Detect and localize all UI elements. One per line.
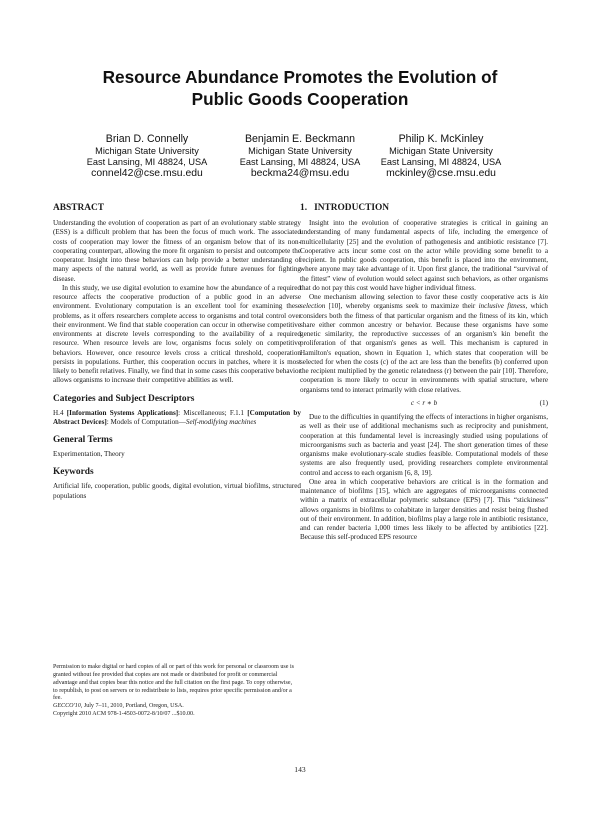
author-name: Brian D. Connelly	[105, 133, 189, 145]
author-email: beckma24@msu.edu	[250, 168, 350, 179]
abstract-paragraph-1: Understanding the evolution of cooperation as part of an evolutionary stable strategy (ESS) is a difficult problem that has been the focus of much work. The associated costs of cooperation may lower the fitness of an organism below that of its non-cooperating counterpart, allowing the more fit organism to persist and outcompete the cooperator. Insight into these behaviors can help provide a better understanding of many aspects of the natural world, as well as provide future avenues for fighting disease.	[53, 219, 301, 283]
venue-details: July 7–11, 2010, Portland, Oregon, USA.	[82, 703, 184, 710]
author-2	[225, 133, 375, 180]
equation-expression: c < r ∗ b	[410, 398, 438, 407]
author-location: East Lansing, MI 48824, USA	[239, 157, 361, 167]
keywords-text: Artificial life, cooperation, public goods, digital evolution, virtual biofilms, structured populations	[53, 482, 301, 500]
title-line-2: Public Goods Cooperation	[191, 89, 409, 109]
category-name: [Computation by Abstract Devices]	[53, 408, 301, 426]
equation-1	[300, 399, 548, 408]
author-3	[366, 133, 516, 180]
intro-paragraph-2	[300, 293, 548, 395]
category-name: [Information Systems Applications]	[66, 408, 179, 417]
equation-number: (1)	[539, 398, 548, 407]
author-affiliation: Michigan State University	[389, 146, 493, 156]
venue-name: GECCO'10,	[53, 703, 83, 710]
author-location: East Lansing, MI 48824, USA	[86, 157, 208, 167]
abstract-heading: ABSTRACT	[53, 203, 105, 213]
text-run: One mechanism allowing selection to favor these costly cooperative acts is	[309, 293, 540, 301]
intro-paragraph-3: Due to the difficulties in quantifying the effects of interactions in higher organisms, as well as their use of additional mechanisms such as reciprocity and punishment, cooperation at this fundamental level is increasingly studied using populations of microorganisms such as bacteria and yeast [24]. The short generation times of these organisms make evolutionary-scale studies feasible. Computational models of these systems are also frequently used, providing researchers complete environmental control and access to each organism [6, 8, 19].	[300, 413, 548, 477]
author-location: East Lansing, MI 48824, USA	[380, 157, 502, 167]
author-affiliation: Michigan State University	[248, 146, 352, 156]
introduction-heading: 1. INTRODUCTION	[300, 203, 390, 213]
term-kin-selection: kin selection	[300, 293, 548, 311]
permission-text: Permission to make digital or hard copies of all or part of this work for personal or classroom use is granted without fee provided that copies are not made or distributed for profit or commercial advantage and that copies bear this notice and the full citation on the first page. To copy otherwise, to republish, to post on servers or to redistribute to lists, requires prior specific permission and/or a fee.	[53, 664, 294, 702]
text-run: [10], whereby organisms seek to maximize their	[325, 302, 479, 311]
copyright-line: Copyright 2010 ACM 978-1-4503-0072-8/10/07 ...$10.00.	[53, 711, 195, 718]
category-rest: : Miscellaneous;	[178, 408, 230, 417]
abstract-paragraph-2: In this study, we use digital evolution to examine how the abundance of a required resource affects the cooperative production of a public good in an adverse environment. Evolutionary computation is an excellent tool for examining these problems, as it offers researchers complete access to organisms and total control over their environment. We find that stable cooperation can occur in otherwise competitive environments at discrete levels corresponding to the availability of a required resource. When resource levels are low, organisms focus solely on competitive behaviors. However, once resource levels cross a critical threshold, cooperation persists in populations. Further, this cooperation occurs in patches, where it is most likely to benefit relatives. Finally, we find that in some cases this cooperative behavior allows organisms to increase their competitive abilities as well.	[53, 283, 301, 385]
author-name: Benjamin E. Beckmann	[244, 133, 356, 145]
general-terms-heading: General Terms	[53, 435, 113, 445]
category-code: F.1.1	[229, 408, 248, 417]
categories-text	[53, 409, 301, 428]
categories-heading: Categories and Subject Descriptors	[53, 393, 195, 404]
intro-paragraph-1: Insight into the evolution of cooperative strategies is critical in gaining an understanding of many fundamental aspects of life, including the emergence of multicellularity [25] and the evolution of pathogenesis and antibiotic resistance [7]. Cooperative acts incur some cost on the actor while providing some benefit to a recipient. In public goods cooperation, this benefit is placed into the environment, where anyone may take advantage of it. Upon first glance, the traditional “survival of the fittest” view of evolution would select against such behaviors, as other organisms that do not pay this cost would have higher individual fitness.	[300, 219, 548, 292]
keywords-heading: Keywords	[53, 467, 94, 478]
category-code: H.4	[53, 408, 67, 417]
text-run: , which considers both the fitness of that particular organism and the fitness of its kin, which share either common ancestry or behavior. Because these organisms have some genetic similarity, the reproductive successes of an organism's kin benefit the proliferation of that organism's genes as well. This mechanism is captured in Hamilton's equation, shown in Equation 1, which states that cooperation will be selected for when the costs (c) of the act are less than the benefits (b) conferred upon the recipient multiplied by the genetic relatedness (r) between the pair [10]. Therefore, cooperation is more likely to occur in environments with spatial structure, where organisms tend to interact primarily with close relatives.	[300, 302, 548, 394]
author-name: Philip K. McKinley	[398, 133, 484, 145]
author-1	[72, 133, 222, 180]
general-terms-text: Experimentation, Theory	[53, 450, 125, 458]
author-email: connel42@cse.msu.edu	[91, 168, 203, 179]
term-inclusive-fitness: inclusive fitness	[478, 302, 526, 311]
author-affiliation: Michigan State University	[95, 146, 199, 156]
category-subject: Self-modifying machines	[185, 417, 257, 426]
intro-paragraph-4: One area in which cooperative behaviors are critical is in the formation and maintenance of biofilms [15], which are aggregates of microorganisms connected within a matrix of extracellular polymeric substance (EPS) [7]. This “stickiness” allows organisms in biofilms to cohabitate in larger densities and resist being flushed out of their environment. In addition, biofilms play a large role in antibiotic resistance, and can render bacteria 1,000 times less likely to be affected by antibiotics [22]. Because this self-produced EPS resource	[300, 477, 548, 542]
permission-footnote	[53, 664, 297, 719]
paper-title	[60, 66, 540, 110]
title-line-1: Resource Abundance Promotes the Evolution of	[102, 67, 498, 87]
category-rest: : Models of Computation—	[106, 417, 186, 426]
author-email: mckinley@cse.msu.edu	[386, 168, 496, 179]
venue-line	[53, 703, 297, 711]
left-column	[53, 199, 301, 501]
right-column	[300, 199, 548, 543]
page-number: 143	[294, 765, 306, 774]
